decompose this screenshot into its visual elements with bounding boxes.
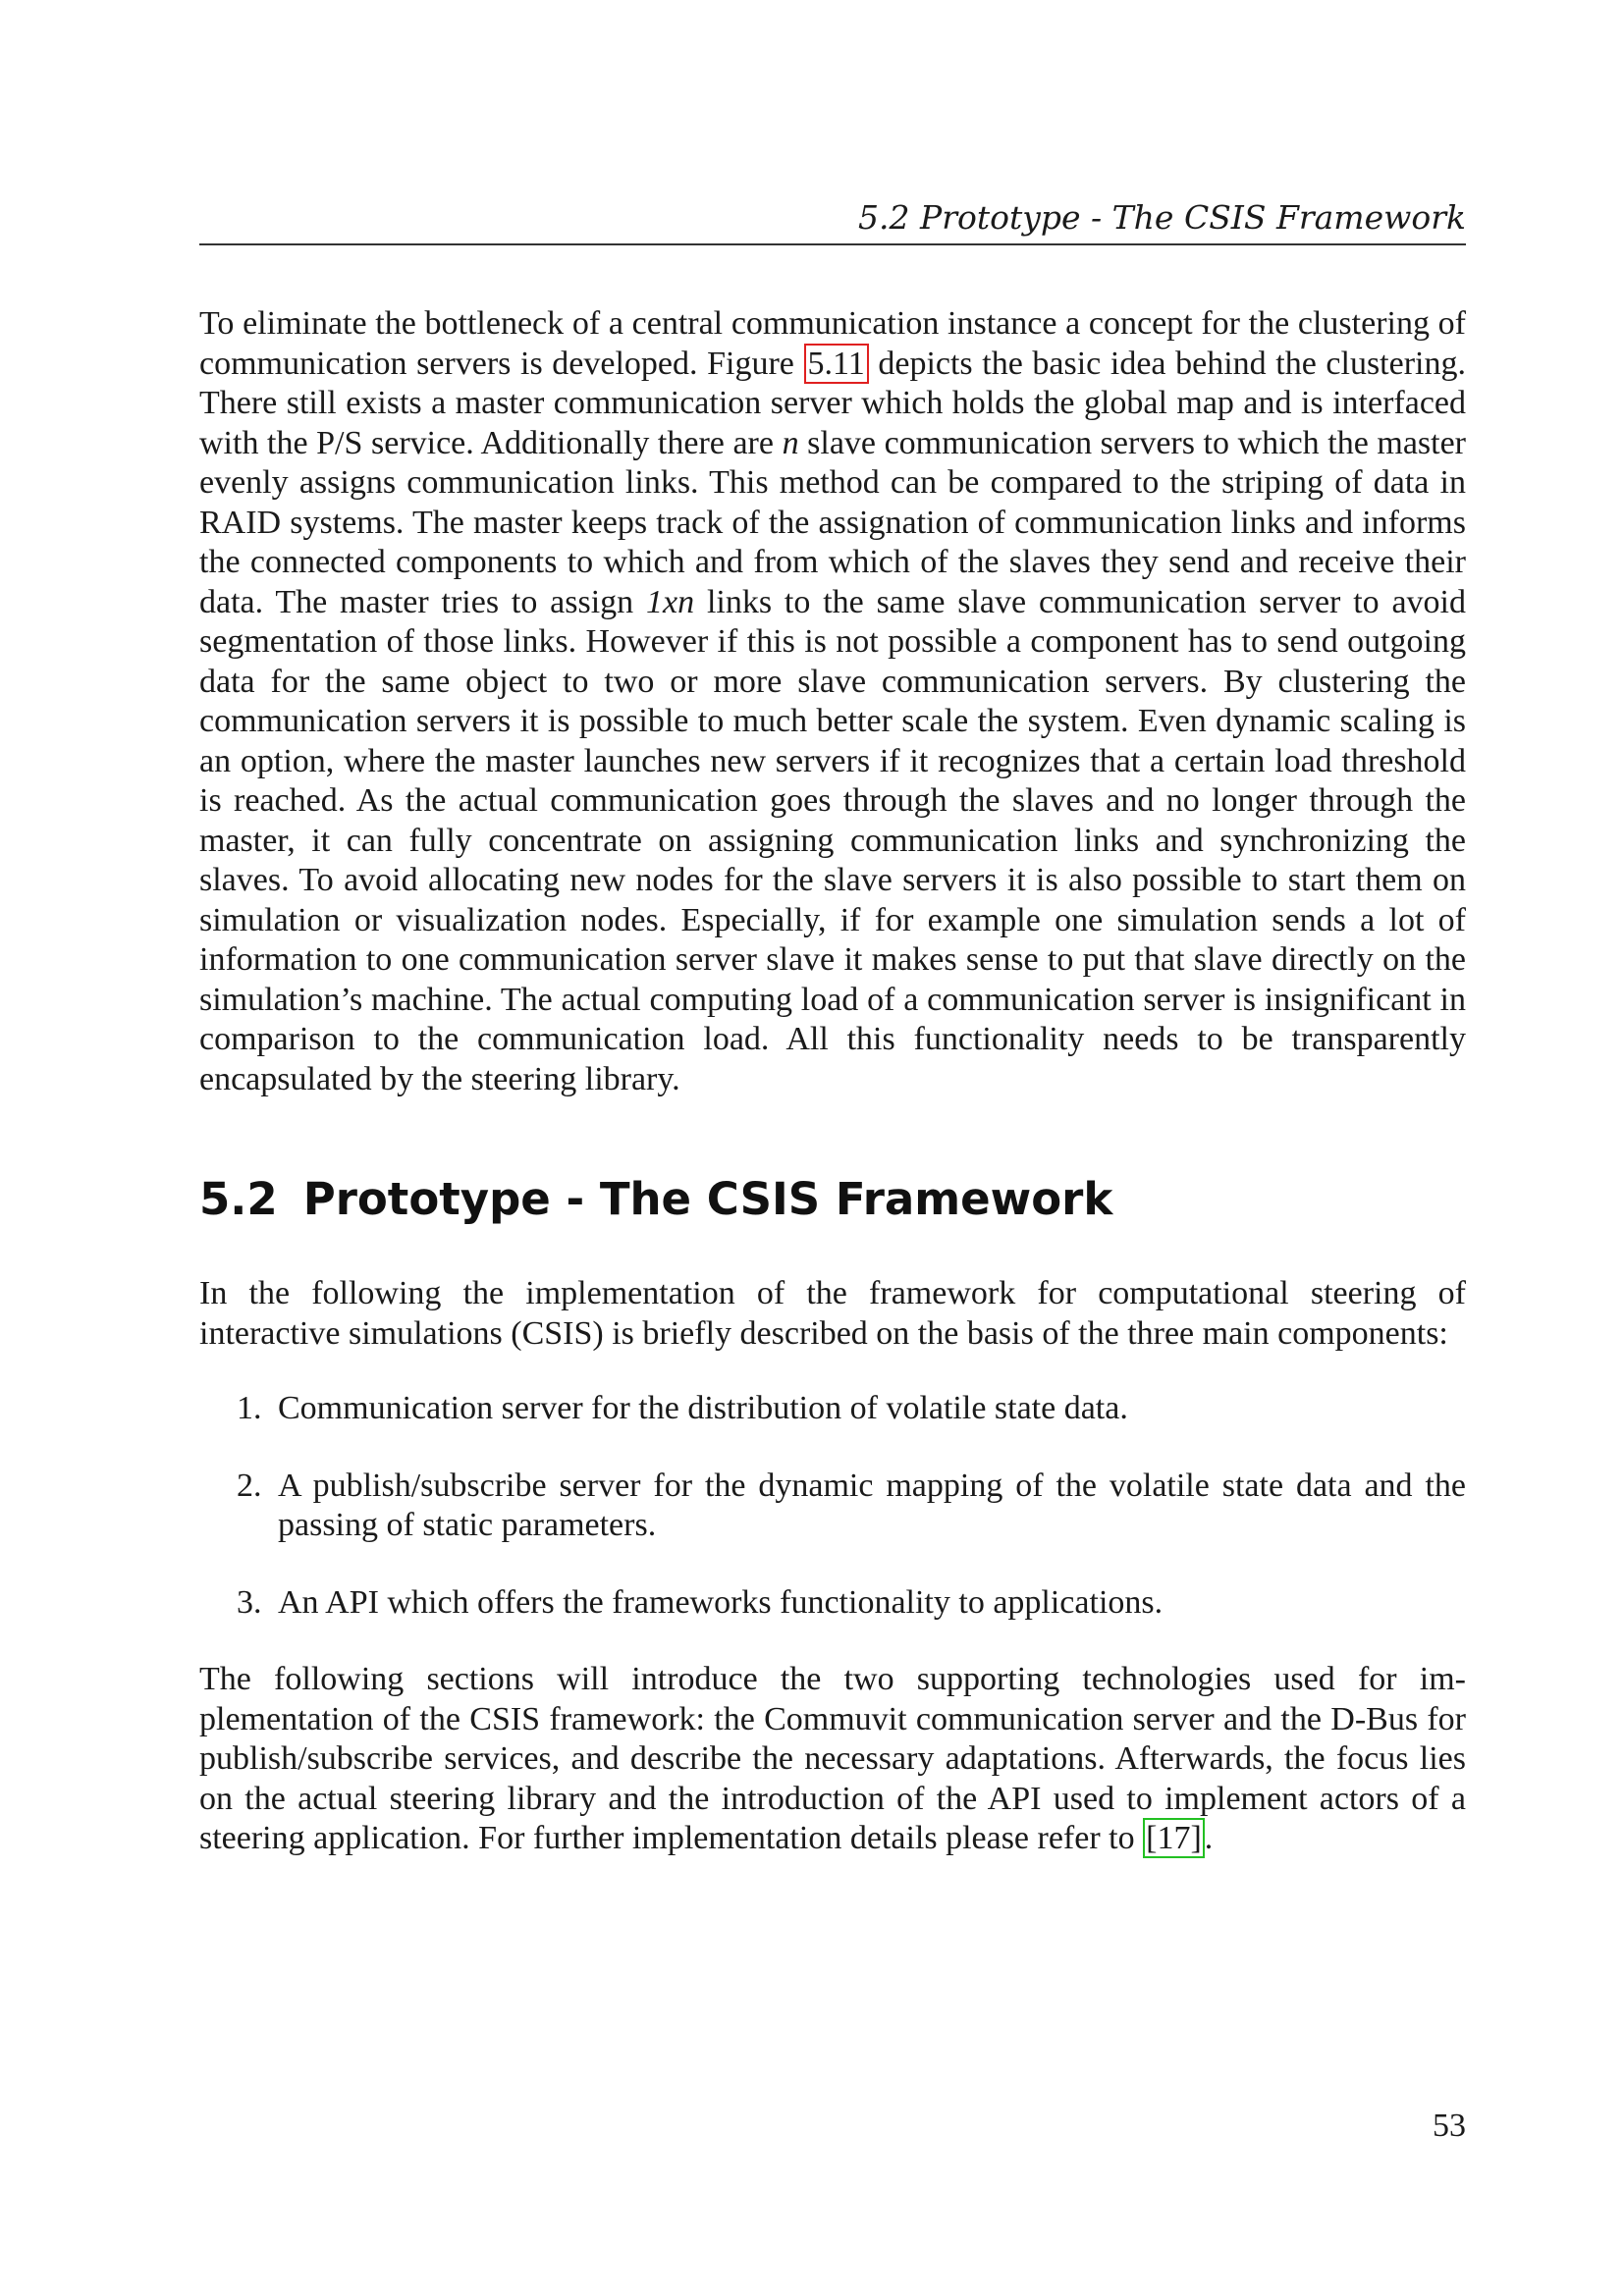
math-expression: 1xn (646, 583, 695, 620)
text-run: depicts the basic idea behind the clustering. There still exists a master communication server which holds the global map and is interfaced with the P/S service. Additionally there are (199, 345, 1466, 461)
section-title: Prototype - The CSIS Framework (302, 1173, 1113, 1225)
list-item-text: Communication server for the distribution of volatile state data. (278, 1390, 1128, 1426)
list-item-text: An API which offers the frameworks functionality to applications. (278, 1583, 1164, 1621)
text-run: The following sections will introduce the two supporting technologies used for implementation of the CSIS framework: the Commuvit communication server and the D-Bus for publish/subscribe services, and describe the necessary adaptations. Afterwards, the focus lies on the actual steering library and the introduction of the API used to implement actors of a steering application. For further implementation details please refer to (199, 1661, 1466, 1856)
citation-link[interactable]: [17] (1143, 1818, 1205, 1858)
component-list (199, 1389, 1466, 1623)
intro-paragraph: In the following the implementation of the framework for computational steering of interactive simulations (CSIS) is briefly described on the basis of the three main components: (199, 1275, 1466, 1352)
list-item (199, 1389, 1466, 1429)
text-run: . (1204, 1820, 1214, 1856)
list-item-text: A publish/subscribe server for the dynamic mapping of the volatile state data and the passing of static parameters. (278, 1467, 1466, 1543)
list-item (199, 1583, 1466, 1624)
section-number: 5.2 (199, 1173, 278, 1225)
body-paragraph-clustering (199, 304, 1466, 1099)
text-run: slave communication servers to which the master evenly assigns communication links. This method can be compared to the striping of data in RAID systems. The master keeps track of the assignation of communication links and informs the connected components to which and from which of the slaves they send and receive their data. The master tries to assign (199, 424, 1466, 620)
math-variable: n (782, 424, 799, 461)
list-marker: 2. (237, 1467, 262, 1504)
text-run: links to the same slave communication server to avoid segmentation of those links. However if this is not possible a component has to send outgoing data for the same object to two or more slave communication servers. By clustering the communication servers it is possible to much better scale the system. Even dynamic scaling is an option, where the master launches new servers if it recognizes that a certain load threshold is reached. As the actual communication goes through the slaves and no longer through the master, it can fully concentrate on assigning communication links and synchronizing the slaves. To avoid allocating new nodes for the slave servers it is also possible to start them on simulation or visualization nodes. Especially, if for example one simulation sends a lot of information to one communication server slave it makes sense to put that slave directly on the simulation’s machine. The actual computing load of a communication server is insignificant in comparison to the communication load. All this functionality needs to be transparently encapsulated by the steering library. (199, 583, 1467, 1097)
running-header: 5.2 Prototype - The CSIS Framework (199, 192, 1466, 245)
text-run: To eliminate the bottleneck of a central communication instance a concept for the clustering of communication servers is developed. Figure (199, 305, 1466, 382)
outro-paragraph (199, 1660, 1466, 1859)
section-heading (199, 1172, 1466, 1227)
list-marker: 1. (237, 1390, 262, 1426)
list-marker: 3. (237, 1583, 262, 1621)
list-item (199, 1467, 1466, 1546)
page-content (199, 304, 1466, 1859)
page-number: 53 (1433, 2108, 1466, 2144)
figure-link[interactable]: 5.11 (804, 344, 869, 384)
